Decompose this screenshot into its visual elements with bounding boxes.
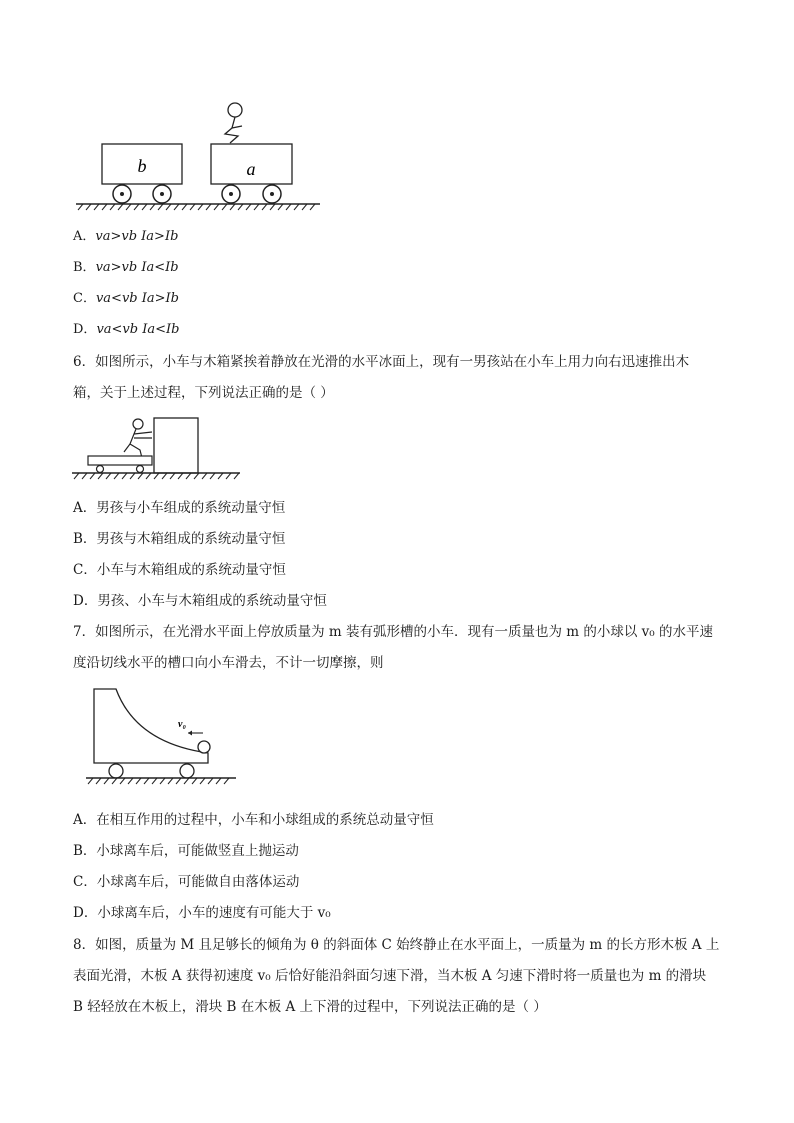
cart-b-label: b: [137, 156, 147, 176]
velocity-label: v₀: [178, 719, 186, 730]
q6-stem-line2: 箱，关于上述过程，下列说法正确的是（ ）: [73, 385, 334, 401]
q8-stem-line2: 表面光滑，木板 A 获得初速度 v₀ 后恰好能沿斜面匀速下滑，当木板 A 匀速下滑时将一质量也为 m 的滑块: [73, 968, 707, 984]
cart-box-figure: [70, 412, 245, 486]
q7-stem-line1: 7．如图所示，在光滑水平面上停放质量为 m 装有弧形槽的小车．现有一质量也为 m 的小球以 v₀ 的水平速: [73, 624, 713, 640]
q5-option-b: B．va>vb Ia<Ib: [73, 260, 179, 275]
q5-option-c: C．va<vb Ia>Ib: [73, 291, 179, 306]
q6-option-d: D．男孩、小车与木箱组成的系统动量守恒: [73, 593, 327, 609]
carts-figure: [70, 98, 330, 214]
q7-stem-line2: 度沿切线水平的槽口向小车滑去，不计一切摩擦，则: [73, 655, 384, 671]
q8-stem-line3: B 轻轻放在木板上，滑块 B 在木板 A 上下滑的过程中，下列说法正确的是（ ）: [73, 999, 547, 1015]
q5-option-d: D．va<vb Ia<Ib: [73, 322, 180, 337]
q7-option-a: A．在相互作用的过程中，小车和小球组成的系统总动量守恒: [73, 812, 434, 828]
cart-a-label: a: [246, 159, 256, 179]
q6-option-a: A．男孩与小车组成的系统动量守恒: [73, 500, 286, 516]
q6-stem-line1: 6．如图所示，小车与木箱紧挨着静放在光滑的水平冰面上，现有一男孩站在小车上用力向右迅速推出木: [73, 354, 690, 370]
q7-option-b: B．小球离车后，可能做竖直上抛运动: [73, 843, 299, 859]
q5-option-a: A．va>vb Ia>Ib: [73, 229, 179, 244]
q6-option-b: B．男孩与木箱组成的系统动量守恒: [73, 531, 286, 547]
q7-option-c: C．小球离车后，可能做自由落体运动: [73, 874, 300, 890]
curved-slot-cart-figure: [86, 685, 246, 793]
q8-stem-line1: 8．如图，质量为 M 且足够长的倾角为 θ 的斜面体 C 始终静止在水平面上，一质量为 m 的长方形木板 A 上: [73, 937, 720, 953]
q6-option-c: C．小车与木箱组成的系统动量守恒: [73, 562, 286, 578]
q7-option-d: D．小球离车后，小车的速度有可能大于 v₀: [73, 905, 331, 921]
